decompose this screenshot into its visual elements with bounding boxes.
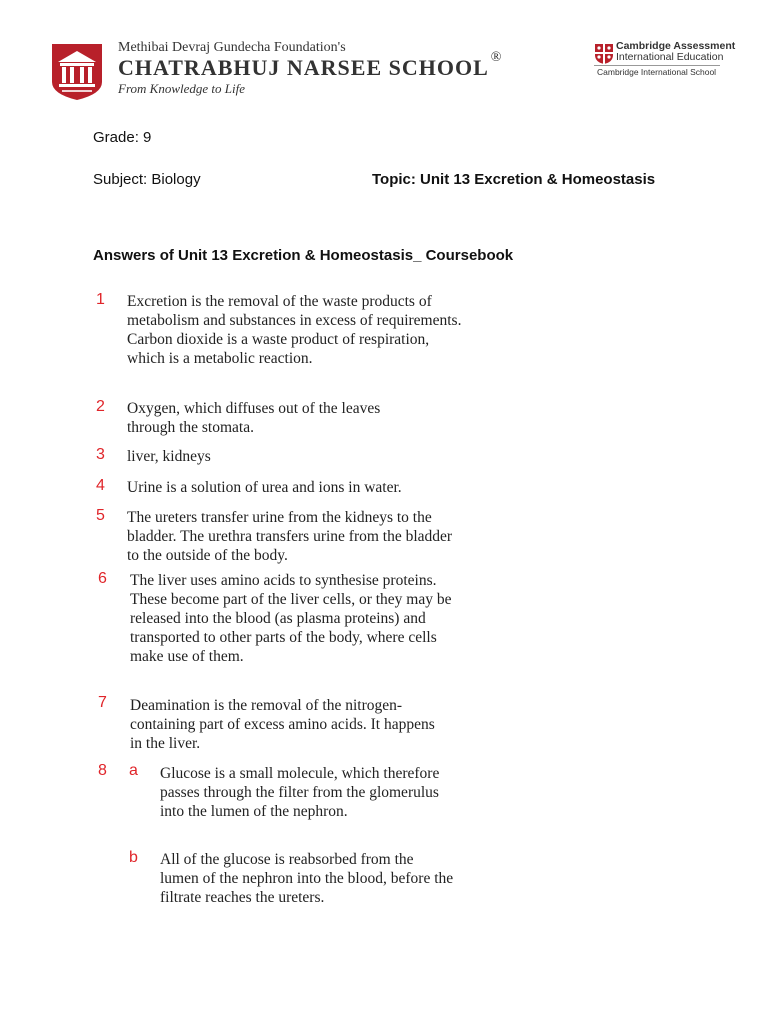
cambridge-divider [594,65,720,66]
answer-number: 2 [96,398,105,415]
subject-label: Subject: Biology [93,171,201,188]
school-tagline: From Knowledge to Life [118,81,245,96]
registered-mark: ® [490,49,503,65]
answer-number: 5 [96,507,105,524]
answer-text: The liver uses amino acids to synthesise proteins. These become part of the liver cells, or they may be released into the blood (as plasma proteins) and transported to other parts of the body, where cells make use of them. [130,572,452,665]
cambridge-line2: International Education [616,51,724,63]
cambridge-logo-text [616,41,735,63]
answer-text: Urine is a solution of urea and ions in water. [127,479,402,496]
grade-label: Grade: 9 [93,129,152,146]
topic-label: Topic: Unit 13 Excretion & Homeostasis [372,171,656,188]
sub-answer-letter: a [129,762,138,779]
answer-text: Deamination is the removal of the nitrogen-containing part of excess amino acids. It happens in the liver. [130,697,435,752]
answer-text: Oxygen, which diffuses out of the leaves through the stomata. [127,400,381,436]
answer-number: 1 [96,291,105,308]
answer-number: 7 [98,694,107,711]
answer-number: 3 [96,446,105,463]
school-name [118,49,503,81]
sub-answer-text: Glucose is a small molecule, which therefore passes through the filter from the glomerulus into the lumen of the nephron. [160,765,440,820]
school-name-block [118,40,502,97]
cambridge-line1: Cambridge Assessment [616,40,736,52]
answer-text: The ureters transfer urine from the kidneys to the bladder. The urethra transfers urine from the bladder to the outside of the body. [127,509,453,564]
answer-number: 6 [98,570,107,587]
foundation-name: Methibai Devraj Gundecha Foundation's [118,40,346,55]
cambridge-shield-icon [594,43,614,65]
answers-title: Answers of Unit 13 Excretion & Homeostasis_ Coursebook [93,247,514,264]
school-logo [48,40,106,102]
sub-answer-letter: b [129,849,138,866]
answer-text: Excretion is the removal of the waste products of metabolism and substances in excess of requirements. Carbon dioxide is a waste product of respiration, which is a metabolic reaction. [127,293,462,367]
sub-answer-text: All of the glucose is reabsorbed from the lumen of the nephron into the blood, before the filtrate reaches the ureters. [160,851,454,906]
answer-number: 8 [98,762,107,779]
answer-text: liver, kidneys [127,448,211,465]
school-name-text: CHATRABHUJ NARSEE SCHOOL [118,55,489,80]
answer-number: 4 [96,477,105,494]
cambridge-line3: Cambridge International School [597,67,717,77]
